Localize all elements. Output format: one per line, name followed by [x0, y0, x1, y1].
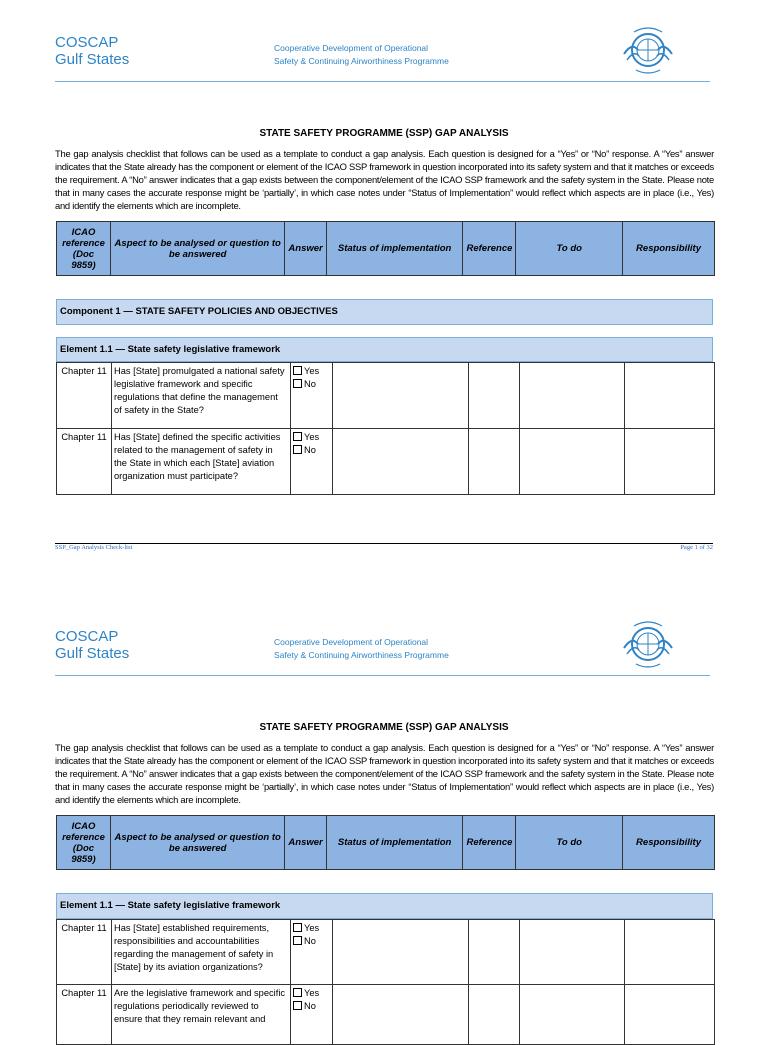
reference-cell[interactable] [469, 363, 520, 429]
checklist-table [56, 919, 715, 1045]
intro-paragraph: The gap analysis checklist that follows can be used as a template to conduct a gap analysis. Each question is designed for a “Yes” or “No” response. A “Yes” answer indicates that the State already has the component or element of the ICAO SSP framework in question incorporated into its safety system and that it matches or exceeds the requirement. A “No” answer indicates that a gap exists between the component/element of the ICAO SSP framework and the safety system in the State. Please note that in many cases the accurate response might be ‘partially’, in which case notes under “Status of Implementation” would reflect which aspects are in place (i.e., Yes) and identify the elements which are incomplete. [55, 742, 714, 806]
col-status: Status of implementation [326, 222, 463, 276]
document-title: STATE SAFETY PROGRAMME (SSP) GAP ANALYSIS [259, 128, 509, 139]
todo-cell[interactable] [520, 985, 625, 1045]
checkbox-icon [293, 379, 302, 388]
responsibility-cell[interactable] [625, 429, 715, 495]
component-band: Component 1 — STATE SAFETY POLICIES AND OBJECTIVES [56, 299, 713, 325]
col-aspect: Aspect to be analysed or question to be answered [110, 816, 284, 870]
col-status: Status of implementation [326, 816, 463, 870]
yes-checkbox[interactable]: Yes [293, 922, 330, 935]
col-answer: Answer [285, 222, 326, 276]
checklist-table [56, 362, 715, 495]
org-name: COSCAP Gulf States [55, 34, 130, 68]
reference-cell[interactable] [469, 429, 520, 495]
checkbox-icon [293, 988, 302, 997]
responsibility-cell[interactable] [625, 363, 715, 429]
status-cell[interactable] [333, 985, 469, 1045]
col-icao-reference: ICAO reference (Doc 9859) [57, 222, 111, 276]
status-cell[interactable] [333, 363, 469, 429]
icao-ref-cell: Chapter 11 [57, 363, 112, 429]
responsibility-cell[interactable] [625, 920, 715, 985]
col-responsibility: Responsibility [623, 816, 715, 870]
checkbox-icon [293, 366, 302, 375]
icao-ref-cell: Chapter 11 [57, 985, 112, 1045]
reference-cell[interactable] [469, 920, 520, 985]
col-reference: Reference [463, 222, 516, 276]
answer-cell [291, 363, 333, 429]
column-header-table [56, 815, 715, 870]
document-title: STATE SAFETY PROGRAMME (SSP) GAP ANALYSIS [259, 722, 509, 733]
col-todo: To do [516, 816, 623, 870]
intro-paragraph: The gap analysis checklist that follows can be used as a template to conduct a gap analysis. Each question is designed for a “Yes” or “No” response. A “Yes” answer indicates that the State already has the component or element of the ICAO SSP framework in question incorporated into its safety system and that it matches or exceeds the requirement. A “No” answer indicates that a gap exists between the component/element of the ICAO SSP framework and the safety system in the State. Please note that in many cases the accurate response might be ‘partially’, in which case notes under “Status of Implementation” would reflect which aspects are in place (i.e., Yes) and identify the elements which are incomplete. [55, 148, 714, 212]
icao-logo [618, 20, 678, 80]
col-aspect: Aspect to be analysed or question to be answered [110, 222, 284, 276]
checkbox-icon [293, 1001, 302, 1010]
todo-cell[interactable] [520, 920, 625, 985]
page-footer [55, 543, 713, 551]
question-cell: Has [State] defined the specific activities related to the management of safety in the State in which each [State] aviation organization must participate? [112, 429, 291, 495]
element-band: Element 1.1 — State safety legislative framework [56, 893, 713, 919]
reference-cell[interactable] [469, 985, 520, 1045]
answer-cell [291, 429, 333, 495]
programme-subtitle: Cooperative Development of Operational Safety & Continuing Airworthiness Programme [274, 637, 449, 660]
no-checkbox[interactable]: No [293, 444, 330, 457]
table-row [57, 985, 715, 1045]
yes-checkbox[interactable]: Yes [293, 987, 330, 1000]
col-todo: To do [516, 222, 623, 276]
col-responsibility: Responsibility [623, 222, 715, 276]
no-checkbox[interactable]: No [293, 935, 330, 948]
question-cell: Has [State] promulgated a national safety legislative framework and specific regulations that define the management of safety in the State? [112, 363, 291, 429]
status-cell[interactable] [333, 920, 469, 985]
yes-checkbox[interactable]: Yes [293, 365, 330, 378]
question-cell: Are the legislative framework and specific regulations periodically reviewed to ensure that they remain relevant and [112, 985, 291, 1045]
header-divider [55, 81, 710, 82]
col-reference: Reference [463, 816, 516, 870]
table-row [57, 920, 715, 985]
checkbox-icon [293, 936, 302, 945]
checkbox-icon [293, 432, 302, 441]
no-checkbox[interactable]: No [293, 378, 330, 391]
element-band: Element 1.1 — State safety legislative framework [56, 337, 713, 362]
status-cell[interactable] [333, 429, 469, 495]
header-divider [55, 675, 710, 676]
question-cell: Has [State] established requirements, responsibilities and accountabilities regarding the management of safety in [State] by its aviation organizations? [112, 920, 291, 985]
footer-page-number: Page 1 of 32 [680, 544, 713, 551]
org-name: COSCAP Gulf States [55, 628, 130, 662]
todo-cell[interactable] [520, 363, 625, 429]
todo-cell[interactable] [520, 429, 625, 495]
table-row [57, 429, 715, 495]
column-header-table [56, 221, 715, 276]
table-row [57, 363, 715, 429]
col-icao-reference: ICAO reference (Doc 9859) [57, 816, 111, 870]
col-answer: Answer [285, 816, 326, 870]
icao-ref-cell: Chapter 11 [57, 920, 112, 985]
yes-checkbox[interactable]: Yes [293, 431, 330, 444]
footer-doc-name: SSP_Gap Analysis Check-list [55, 544, 133, 551]
checkbox-icon [293, 445, 302, 454]
responsibility-cell[interactable] [625, 985, 715, 1045]
answer-cell [291, 920, 333, 985]
checkbox-icon [293, 923, 302, 932]
icao-logo [618, 614, 678, 674]
no-checkbox[interactable]: No [293, 1000, 330, 1013]
programme-subtitle: Cooperative Development of Operational Safety & Continuing Airworthiness Programme [274, 43, 449, 66]
answer-cell [291, 985, 333, 1045]
icao-ref-cell: Chapter 11 [57, 429, 112, 495]
